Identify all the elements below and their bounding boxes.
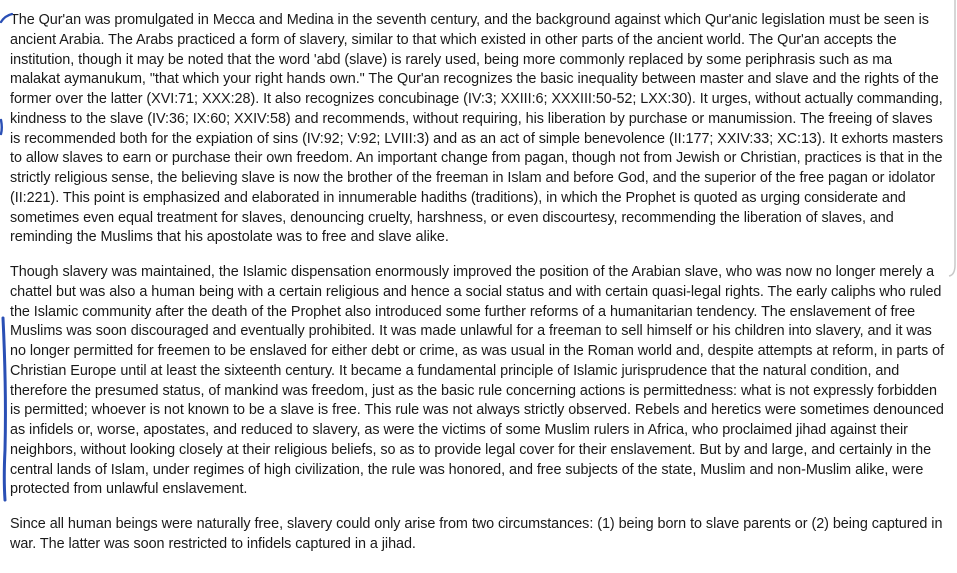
- scrollbar-edge[interactable]: [945, 0, 957, 280]
- paragraph-2: Though slavery was maintained, the Islamic dispensation enormously improved the position of the Arabian slave, who was now no longer merely a chattel but was also a human being with a certain religious and hence a social status and with certain quasi-legal rights. The early caliphs who ruled the Islamic community after the death of the Prophet also introduced some further reforms of a humanitarian tendency. The enslavement of free Muslims was soon discouraged and eventually prohibited. It was made unlawful for a freeman to sell himself or his children into slavery, and it was no longer permitted for freemen to be enslaved for either debt or crime, as was usual in the Roman world and, despite attempts at reform, in parts of Christian Europe until at least the sixteenth century. It became a fundamental principle of Islamic jurisprudence that the natural condition, and therefore the presumed status, of mankind was freedom, just as the basic rule concerning actions is permittedness: what is not expressly forbidden is permitted; whoever is not known to be a slave is free. This rule was not always strictly observed. Rebels and heretics were sometimes denounced as infidels or, worse, apostates, and reduced to slavery, as were the victims of some Muslim rulers in Africa, who proclaimed jihad against their neighbors, without looking closely at their religious beliefs, so as to provide legal cover for their enslavement. But by and large, and certainly in the central lands of Islam, under regimes of high civilization, the rule was honored, and free subjects of the state, Muslim and non-Muslim alike, were protected from unlawful enslavement.: [10, 264, 945, 498]
- paragraph-1: The Qur'an was promulgated in Mecca and Medina in the seventh century, and the background against which Qur'anic legislation must be seen is ancient Arabia. The Arabs practiced a form of slavery, similar to that which existed in other parts of the ancient world. The Qur'an accepts the institution, though it may be noted that the word 'abd (slave) is rarely used, being more commonly replaced by some periphrasis such as ma malakat aymanukum, "that which your right hands own." The Qur'an recognizes the basic inequality between master and slave and the rights of the former over the latter (XVI:71; XXX:28). It also recognizes concubinage (IV:3; XXIII:6; XXXIII:50-52; LXX:30). It urges, without actually commanding, kindness to the slave (IV:36; IX:60; XXIV:58) and recommends, without requiring, his liberation by purchase or manumission. The freeing of slaves is recommended both for the expiation of sins (IV:92; V:92; LVIII:3) and as an act of simple benevolence (II:177; XXIV:33; XC:13). It exhorts masters to allow slaves to earn or purchase their own freedom. An important change from pagan, though not from Jewish or Christian, practices is that in the strictly religious sense, the believing slave is now the brother of the freeman in Islam and before God, and the superior of the free pagan or idolator (II:221). This point is emphasized and elaborated in innumerable hadiths (traditions), in which the Prophet is quoted as urging considerate and sometimes even equal treatment for slaves, denouncing cruelty, harshness, or even discourtesy, recommending the liberation of slaves, and reminding the Muslims that his apostolate was to free and slave alike.: [10, 12, 943, 246]
- paragraph-3: Since all human beings were naturally free, slavery could only arise from two circumstances: (1) being born to slave parents or (2) being captured in war. The latter was soon restricted to infidels captured in a jihad.: [10, 516, 943, 552]
- document-body: [10, 11, 945, 570]
- page-bottom-edge: [0, 565, 957, 573]
